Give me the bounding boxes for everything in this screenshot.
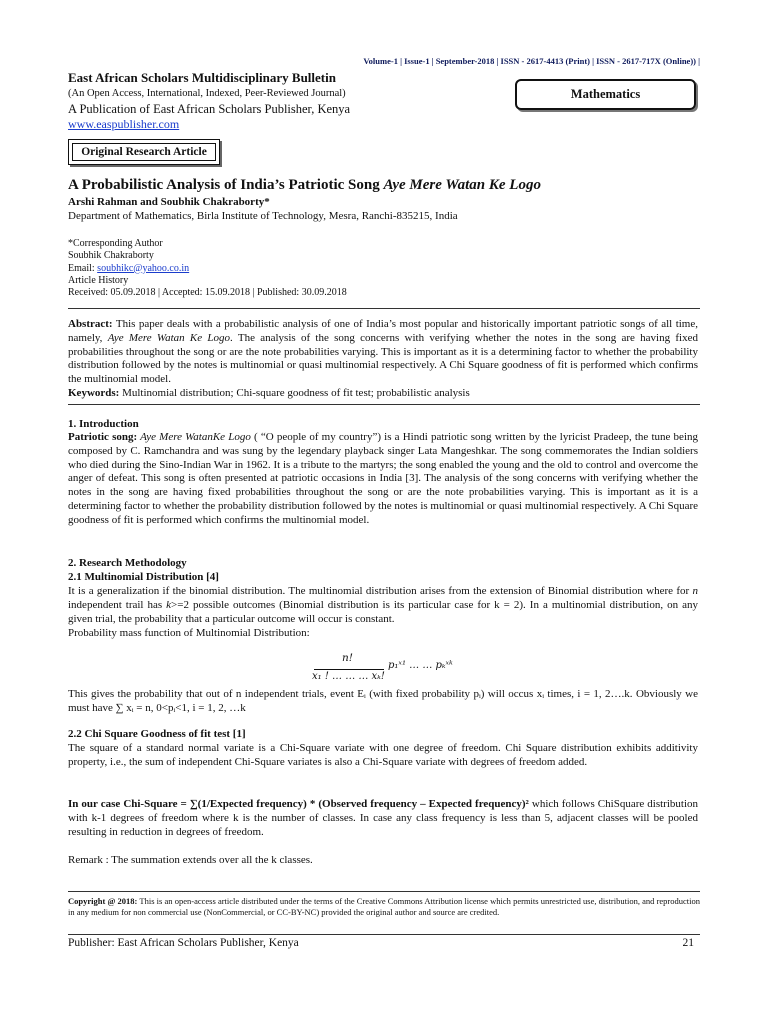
- footnote-divider: [68, 891, 700, 892]
- case-paragraph: [68, 798, 698, 839]
- intro-song: Aye Mere WatanKe Logo: [137, 431, 251, 443]
- article-type-box: [68, 139, 220, 165]
- abstract-text-2: . The analysis of the song concerns with verifying whether the notes in the song are having fixed probabilities throughout the song or are the note probabilities varying. This is important as it is a determining factor to whether the probability distribution followed by the notes is multinomial or quasi multinomial respectively. A Chi Square goodness of fit is performed which confirms the multinomial model.: [68, 331, 698, 386]
- probability-text: This gives the probability that out of n independent trials, event Eᵢ (with fixed probability pᵢ) will occus xᵢ times, i = 1, 2….k. Obviously we must have ∑ xᵢ = n, 0<pᵢ<1, i = 1, 2, …k: [68, 688, 698, 714]
- multinomial-k: k: [166, 598, 172, 611]
- divider-bottom: [68, 404, 700, 405]
- email-row: [68, 263, 347, 275]
- multinomial-formula: [312, 652, 457, 688]
- email-link[interactable]: soubhikc@yahoo.co.in: [97, 262, 190, 274]
- multinomial-text-1: It is a generalization if the binomial distribution. The multinomial distribution arises from the extension of Binomial distribution where for: [68, 585, 693, 597]
- formula-probabilities: p₁ˣ¹ … … pₖˣᵏ: [388, 660, 453, 671]
- footer-divider: [68, 934, 700, 935]
- volume-issue-line: Volume-1 | Issue-1 | September-2018 | ISSN - 2617-4413 (Print) | ISSN - 2617-717X (Online)) |: [363, 56, 700, 66]
- divider-top: [68, 308, 700, 309]
- abstract-text-1: This paper deals with a probabilistic analysis of one of India’s most popular and historically important patriotic songs of all time, namely,: [68, 318, 698, 344]
- title-song: Aye Mere Watan Ke Logo: [383, 177, 541, 193]
- abstract: [68, 318, 698, 401]
- email-label: Email:: [68, 262, 98, 274]
- copyright-label: Copyright @ 2018:: [68, 896, 138, 906]
- intro-label: Patriotic song:: [68, 431, 138, 443]
- title-main: A Probabilistic Analysis of India’s Patriotic Song: [68, 177, 384, 193]
- department: Department of Mathematics, Birla Institute of Technology, Mesra, Ranchi-835215, India: [68, 210, 458, 222]
- case-formula: In our case Chi-Square = ∑(1/Expected frequency) * (Observed frequency – Expected frequency)²: [68, 798, 529, 810]
- multinomial-n: n: [692, 585, 698, 597]
- article-title: [68, 177, 541, 194]
- authors: Arshi Rahman and Soubhik Chakraborty*: [68, 196, 270, 208]
- footer-publisher: Publisher: East African Scholars Publisher, Kenya: [68, 937, 299, 949]
- pmf-label: Probability mass function of Multinomial Distribution:: [68, 627, 310, 639]
- multinomial-paragraph: [68, 585, 698, 626]
- copyright-text: This is an open-access article distributed under the terms of the Creative Commons Attribution license which permits unrestricted use, distribution, and reproduction in any medium for non commercial use (NonCommercial, or CC-BY-NC) provided the original author and source are credited.: [68, 896, 701, 917]
- method-heading: 2. Research Methodology: [68, 557, 187, 569]
- fraction-bar: [314, 669, 384, 670]
- intro-text: ( “O people of my country”) is a Hindi patriotic song written by the lyricist Pradeep, the tune being composed by C. Ramchandra and was sung by the legendary playback singer Lata Mangeshkar. The song commemorates the Indian soldiers who died during the Sino-Indian War in 1962. It is a tribute to the martyrs; the song enabled the young and the old to control and overcome the anger of defeat. This song is often presented at patriotic occasions in India [3]. The analysis of the song concerns with verifying whether the notes in the song are having fixed probabilities throughout the song or are the note probabilities varying. This is important as it is a determining factor to whether the probability distribution followed by the notes is multinomial or quasi multinomial respectively. A Chi Square goodness of fit is performed which confirms the multinomial model.: [68, 431, 698, 526]
- copyright-notice: [68, 896, 700, 917]
- multinomial-text-3: >=2 possible outcomes (Binomial distribution is its particular case for k = 2). In a multinomial distribution, on any given trial, the probability that a particular outcome will occur is constant.: [68, 598, 698, 625]
- intro-heading: 1. Introduction: [68, 418, 139, 430]
- keywords-label: Keywords:: [68, 386, 120, 399]
- multinomial-text-2: independent trail has: [68, 598, 167, 611]
- formula-numerator: n!: [342, 652, 353, 664]
- page-number: 21: [682, 937, 694, 949]
- remark: Remark : The summation extends over all the k classes.: [68, 854, 313, 866]
- formula-denominator: x₁ ! … … … xₖ!: [312, 671, 385, 682]
- website-link[interactable]: www.easpublisher.com: [68, 117, 180, 131]
- history-label: Article History: [68, 274, 129, 286]
- corresponding-name: Soubhik Chakraborty: [68, 250, 154, 262]
- chi-square-heading: 2.2 Chi Square Goodness of fit test [1]: [68, 728, 246, 740]
- intro-paragraph: [68, 431, 698, 528]
- abstract-song: Aye Mere Watan Ke Logo: [107, 331, 231, 344]
- keywords: Multinomial distribution; Chi-square goodness of fit test; probabilistic analysis: [119, 386, 470, 399]
- history-dates: Received: 05.09.2018 | Accepted: 15.09.2018 | Published: 30.09.2018: [68, 287, 347, 299]
- publisher-line: A Publication of East African Scholars Publisher, Kenya: [68, 102, 351, 116]
- multinomial-heading: 2.1 Multinomial Distribution [4]: [68, 571, 219, 583]
- subject-badge: Mathematics: [515, 79, 696, 110]
- journal-description: (An Open Access, International, Indexed, Peer-Reviewed Journal): [68, 88, 346, 99]
- case-text: which follows ChiSquare distribution with k-1 degrees of freedom where k is the number of classes. In case any class frequency is less than 5, adjacent classes will be pooled resulting in reduction in degrees of freedom.: [68, 798, 698, 838]
- corresponding-info: [68, 238, 347, 299]
- corresponding-label: *Corresponding Author: [68, 238, 163, 249]
- journal-name: East African Scholars Multidisciplinary Bulletin: [68, 70, 336, 85]
- chi-square-paragraph: The square of a standard normal variate is a Chi-Square variate with one degree of freedom. Chi Square distribution exhibits additivity property, i.e., the sum of independent Chi-Square variates is also a Chi-Square variate with degrees of freedom added.: [68, 742, 698, 768]
- abstract-label: Abstract:: [68, 318, 113, 330]
- article-type-label: Original Research Article: [72, 143, 216, 161]
